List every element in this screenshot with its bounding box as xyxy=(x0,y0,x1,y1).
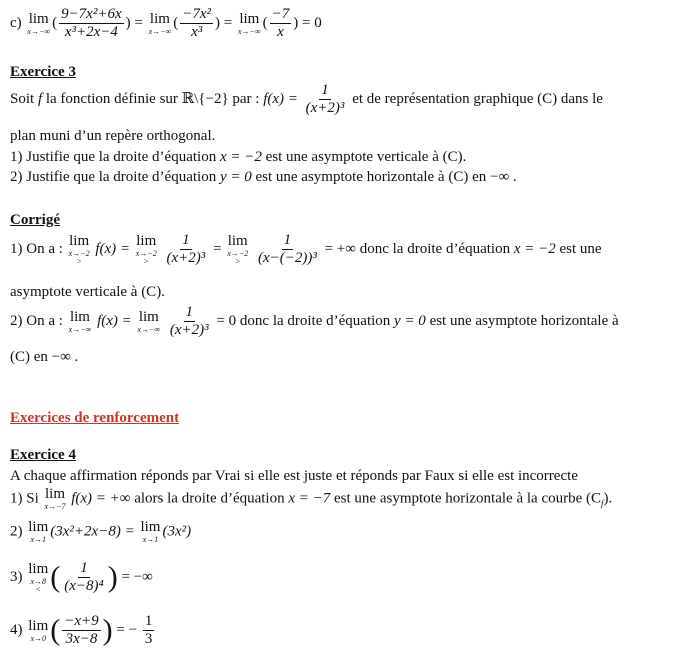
statement-3: 3) lim x→8 < ( $\frac{1}{\text{(x−8)⁴}}$ ) = −∞ xyxy=(10,560,153,594)
question-2: 2) Justifie que la droite d’équation y = 0 est une asymptote horizontale à (C) en −∞ . xyxy=(10,169,517,185)
statement-4: 4) lim x→0 ( $\frac{-x+9}{3x-8}$ ) = − $\frac{1}{3}$ xyxy=(10,613,153,647)
question-1: 1) Justifie que la droite d’équation x = −2 est une asymptote verticale à (C). xyxy=(10,149,467,165)
statement-3-fraction: $\frac{1}{\text{(x−8)⁴}}$ xyxy=(64,560,104,594)
limit-operator: lim x→−2 > xyxy=(227,233,249,266)
limit-operator: lim x→−7 xyxy=(44,486,66,511)
answer-2: 2) On a : lim x→−∞ f(x) = lim x→−∞ $\frac{1}{\text{(x+2)³}}$ = 0 donc la droite d’équation y = 0 est une asymptote horizontale à xyxy=(10,304,619,338)
exercise-3-intro: Soit f la fonction définie sur ℝ\{−2} par : f(x) = $\frac{1}{\text{(x+2)³}}$ et de représentation graphique (C) dans le xyxy=(10,82,603,116)
fraction-3: $\frac{-7}{x}$ xyxy=(271,6,290,40)
answer-1-fraction-b: $\frac{1}{\text{(x−(−2))³}}$ xyxy=(257,232,317,266)
exercise-3-line2: plan muni d’un repère orthogonal. xyxy=(10,128,216,144)
statement-2: 2) lim x→1 (3x²+2x−8) = lim x→1 (3x²) xyxy=(10,519,192,544)
exercise-4-title: Exercice 4 xyxy=(10,447,76,463)
exercise-4-instructions: A chaque affirmation réponds par Vrai si elle est juste et réponds par Faux si elle est incorrecte xyxy=(10,468,578,484)
limit-operator: lim x→−∞ xyxy=(148,10,172,36)
answer-1-line2: asymptote verticale à (C). xyxy=(10,284,165,300)
limit-operator: lim x→−∞ xyxy=(137,308,161,334)
part-c-label: c) xyxy=(10,14,22,31)
answer-2-fraction: $\frac{1}{\text{(x+2)³}}$ xyxy=(169,304,209,338)
function-fraction: $\frac{1}{\text{(x+2)³}}$ xyxy=(305,82,345,116)
limit-operator: lim x→8 < xyxy=(28,561,49,594)
renforcement-title: Exercices de renforcement xyxy=(10,410,180,426)
answer-2-line2: (C) en −∞ . xyxy=(10,349,79,365)
limit-operator: lim x→−2 > xyxy=(135,233,157,266)
limit-operator: lim x→−2 > xyxy=(68,233,90,266)
part-c-result: = 0 xyxy=(302,14,322,31)
limit-operator: lim x→1 xyxy=(140,519,161,544)
corrige-title: Corrigé xyxy=(10,212,60,228)
answer-1: 1) On a : lim x→−2 > f(x) = lim x→−2 > $\frac{1}{\text{(x+2)³}}$ = lim x→−2 > $\frac{1}{\text{(x−(−2))³}}$ = +∞ donc la droite d’équation x = −2 est une xyxy=(10,232,602,266)
limit-operator: lim x→1 xyxy=(28,519,49,544)
statement-4-result-fraction: $\frac{1}{3}$ xyxy=(144,613,153,647)
limit-operator: lim x→−∞ xyxy=(238,10,261,36)
answer-1-fraction-a: $\frac{1}{\text{(x+2)³}}$ xyxy=(166,232,206,266)
fraction-1: $\frac{\text{9−7x²+6x}}{\text{x³+2x−4}}$ xyxy=(61,6,122,40)
limit-operator: lim x→−∞ xyxy=(27,10,51,36)
limit-operator: lim x→−∞ xyxy=(68,308,92,334)
exercise-3-title: Exercice 3 xyxy=(10,64,76,80)
limit-operator: lim x→0 xyxy=(28,617,49,643)
part-c-line: c) lim x→−∞ ( $\frac{\text{9−7x²+6x}}{\text{x³+2x−4}}$ ) = lim x→−∞ ( $\frac{\text{−7x²}}{\text{x³}}$ ) = lim x→−∞ ( $\frac{-7}{x}$ ) = 0 xyxy=(10,6,322,40)
statement-1: 1) Si lim x→−7 f(x) = +∞ alors la droite d’équation x = −7 est une asymptote horizontale à la courbe $(C_f)$. xyxy=(10,486,613,511)
statement-4-fraction: $\frac{-x+9}{3x-8}$ xyxy=(64,613,99,647)
fraction-2: $\frac{\text{−7x²}}{\text{x³}}$ xyxy=(182,6,212,40)
